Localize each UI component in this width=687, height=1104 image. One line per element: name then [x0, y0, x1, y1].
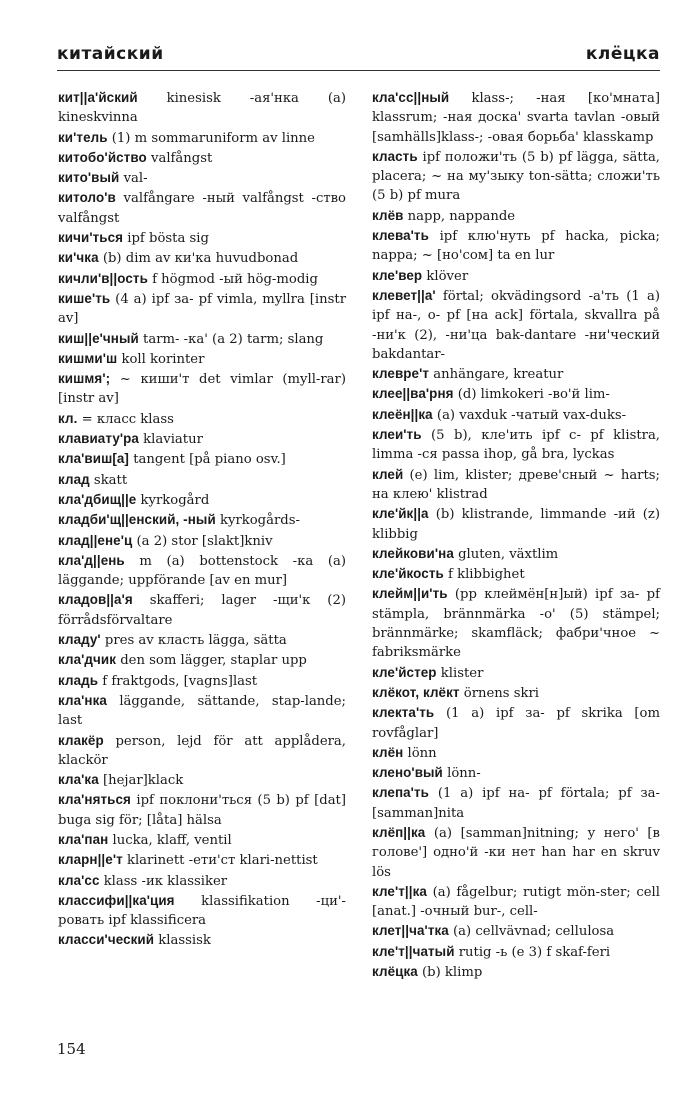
definition: klöver: [422, 268, 469, 284]
headword: клева'ть: [372, 228, 429, 244]
dictionary-entry: [58, 630, 346, 650]
definition: [hejar]klack: [98, 773, 184, 789]
headword: клевре'т: [372, 366, 430, 382]
headword: кла'сс||ный: [372, 90, 450, 105]
headword: клет||ча'тка: [372, 923, 449, 939]
definition: rutig -ь (e 3) f skaf-feri: [454, 944, 611, 960]
definition: klaviatur: [138, 432, 203, 448]
definition: klassifikation -ци'-ровать ipf klassificera: [58, 893, 346, 929]
headword: кле'йк||а: [372, 506, 429, 522]
definition: (b) dim av ки'ка huvudbonad: [98, 251, 299, 267]
definition: klassisk: [154, 933, 211, 949]
dictionary-entry: [372, 921, 660, 941]
definition: ~ киши'т det vimlar (myll-rar) [instr av]: [58, 372, 346, 407]
headword: кладов||а'я: [58, 592, 133, 608]
headword: ки'тель: [58, 129, 108, 145]
headword: клён: [372, 744, 404, 760]
dictionary-entry: [372, 206, 660, 226]
dictionary-entry: [58, 228, 346, 248]
dictionary-entry: [372, 564, 660, 584]
headword: китоло'в: [58, 190, 116, 206]
definition: (e) lim, klister; древе'сный ~ harts; на клею' klistrad: [372, 467, 660, 502]
dictionary-entry: [372, 147, 660, 206]
headword: кле'йстер: [372, 664, 437, 680]
definition: f fraktgods, [vagns]last: [98, 673, 258, 689]
headword: кле'вер: [372, 267, 423, 283]
headword: кито'вый: [58, 170, 120, 186]
headword: клакёр: [58, 732, 104, 748]
dictionary-entry: [372, 823, 660, 882]
dictionary-entry: [58, 731, 346, 771]
running-header: [57, 44, 660, 71]
headword: кише'ть: [58, 290, 111, 306]
definition: läggande, sättande, stap-lande; last: [58, 693, 346, 729]
definition: pres av класть lägga, sätta: [100, 633, 287, 649]
definition: person, lejd för att applådera, klackör: [58, 733, 346, 768]
headword: клёп||ка: [372, 824, 426, 840]
headword: клеи'ть: [372, 427, 422, 443]
definition: (4 a) ipf за- pf vimla, myllra [instr av]: [58, 291, 346, 327]
dictionary-entry: [58, 449, 346, 469]
dictionary-entry: [58, 671, 346, 691]
dictionary-entry: [58, 429, 346, 449]
definition: valfångst: [146, 150, 213, 166]
definition: örnens skri: [459, 685, 540, 701]
headword: классифи||ка'ция: [58, 892, 175, 908]
definition: lucka, klaff, ventil: [108, 832, 232, 848]
definition: (1 a) ipf на- pf förtala; pf за- [samman]nita: [372, 786, 660, 821]
headword: клее||ва'рня: [372, 386, 454, 402]
dictionary-entry: [58, 650, 346, 670]
headword: кит||а'йский: [58, 90, 138, 105]
dictionary-entry: [372, 942, 660, 962]
headword: кла'нка: [58, 692, 107, 708]
definition: lönn: [403, 745, 437, 761]
headword: кла'сс: [58, 872, 100, 888]
headword: клеён||ка: [372, 406, 433, 422]
definition: ipf bösta sig: [123, 231, 209, 247]
headword: кичли'в||ость: [58, 270, 148, 286]
dictionary-entry: [58, 128, 346, 148]
definition: kyrkogårds-: [215, 513, 300, 529]
definition: tangent [på piano osv.]: [129, 452, 286, 468]
headword: китобо'йство: [58, 149, 147, 165]
definition: skatt: [89, 472, 128, 488]
headword: кле'т||ка: [372, 883, 427, 899]
dictionary-entry: [58, 850, 346, 870]
dictionary-entry: [58, 930, 346, 950]
headword: кле'йкость: [372, 566, 444, 582]
definition: klister: [436, 665, 484, 681]
dictionary-entry: [58, 590, 346, 630]
definition: ipf поклони'ться (5 b) pf [dat] buga sig för; [låta] hälsa: [58, 793, 346, 828]
dictionary-entry: [58, 188, 346, 228]
definition: (5 b), кле'ить ipf с- pf klistra, limma -ся passa ihop, gå bra, lyckas: [372, 428, 660, 463]
definition: (a 2) stor [slakt]kniv: [132, 533, 273, 549]
dictionary-entry: [58, 510, 346, 530]
dictionary-entry: [58, 269, 346, 289]
dictionary-entry: [372, 266, 660, 286]
headword: клёкот, клёкт: [372, 684, 460, 700]
headword: кларн||е'т: [58, 852, 123, 868]
dictionary-entry: [372, 663, 660, 683]
headword: кла'дчик: [58, 652, 117, 668]
dictionary-entry: [372, 286, 660, 364]
dictionary-entry: [372, 683, 660, 703]
headword: кла'пан: [58, 831, 109, 847]
definition: skafferi; lager -щи'к (2) förrådsförvaltare: [58, 593, 346, 628]
headword: кла'дбищ||е: [58, 491, 137, 507]
headword: клей: [372, 466, 404, 482]
dictionary-entry: [372, 425, 660, 465]
dictionary-entry: [58, 830, 346, 850]
dictionary-entry: [58, 891, 346, 931]
headword: кла'няться: [58, 792, 131, 808]
headword: клёцка: [372, 964, 418, 980]
dictionary-entry: [58, 349, 346, 369]
dictionary-entry: [58, 490, 346, 510]
definition: klarinett -ети'ст klari-nettist: [122, 853, 318, 869]
headword: кишмя';: [58, 371, 111, 387]
headword: клад: [58, 471, 90, 487]
definition: = класс klass: [77, 411, 174, 427]
dictionary-entry: [372, 962, 660, 982]
dictionary-entry: [58, 289, 346, 329]
definition: klass -ик klassiker: [99, 873, 228, 889]
definition: (a) [samman]nitning; у него' [в голове'] одно'й -ки нет han har en skruv lös: [372, 825, 660, 880]
definition: förtal; okvädingsord -а'ть (1 a) ipf на-, о- pf [на ack] förtala, skvallra på -ни'к (2), -ни'ца bak-dantare -ни'ческий bakdantar-: [372, 288, 660, 362]
definition: f klibbighet: [443, 567, 525, 583]
dictionary-entry: [58, 248, 346, 268]
left-column: [58, 88, 346, 951]
headword: класси'ческий: [58, 932, 155, 948]
dictionary-entry: [58, 88, 346, 128]
headword: кичи'ться: [58, 230, 124, 246]
headword: кишми'ш: [58, 350, 118, 366]
definition: (a) cellvävnad; cellulosa: [448, 924, 615, 940]
dictionary-entry: [58, 369, 346, 409]
dictionary-entry: [58, 691, 346, 731]
definition: koll korinter: [117, 351, 205, 367]
definition: f högmod -ый hög-modig: [147, 271, 318, 287]
dictionary-entry: [372, 544, 660, 564]
definition: lönn-: [442, 766, 481, 782]
definition: anhängare, kreatur: [429, 367, 564, 383]
headword: клекта'ть: [372, 705, 435, 721]
definition: ipf клю'нуть pf hacka, picka; nappa; ~ [но'сом] ta en lur: [372, 229, 660, 264]
definition: (d) limkokeri -во'й lim-: [453, 387, 610, 403]
definition: tarm- -ка' (a 2) tarm; slang: [138, 331, 324, 347]
dictionary-entry: [372, 504, 660, 544]
headword: клейм||и'ть: [372, 586, 448, 602]
dictionary-entry: [372, 364, 660, 384]
headword: кл.: [58, 410, 78, 426]
dictionary-entry: [58, 531, 346, 551]
headword: кладу': [58, 632, 101, 648]
headword: кла'ка: [58, 772, 99, 788]
headword: клад||ене'ц: [58, 532, 133, 548]
dictionary-entry: [58, 470, 346, 490]
dictionary-entry: [58, 790, 346, 830]
headword: киш||е'чный: [58, 330, 139, 346]
dictionary-entry: [372, 405, 660, 425]
definition: kyrkogård: [136, 492, 210, 508]
headword: ки'чка: [58, 250, 99, 266]
headword: клёв: [372, 207, 404, 223]
dictionary-entry: [372, 226, 660, 266]
dictionary-entry: [58, 329, 346, 349]
dictionary-entry: [372, 88, 660, 147]
dictionary-entry: [372, 882, 660, 922]
headword: кладби'щ||енский, -ный: [58, 512, 216, 528]
definition: (1 a) ipf за- pf skrika [om rovfåglar]: [372, 706, 660, 741]
dictionary-entry: [372, 763, 660, 783]
dictionary-entry: [372, 384, 660, 404]
dictionary-entry: [372, 743, 660, 763]
definition: (b) klimp: [417, 965, 483, 981]
left-guide-word: китайский: [57, 44, 164, 64]
definition: val-: [119, 171, 148, 187]
definition: m (a) bottenstock -ка (a) läggande; uppförande [av en mur]: [58, 553, 346, 589]
headword: кла'д||ень: [58, 552, 125, 568]
headword: клавиату'ра: [58, 431, 139, 447]
definition: (1) m sommaruniform av linne: [107, 130, 315, 146]
dictionary-entry: [372, 465, 660, 505]
headword: клепа'ть: [372, 785, 429, 801]
headword: клевет||а': [372, 287, 436, 303]
dictionary-entry: [372, 584, 660, 662]
headword: клейкови'на: [372, 545, 454, 561]
right-guide-word: клёцка: [585, 44, 660, 64]
definition: kinesisk -ая'нка (a) kineskvinna: [58, 91, 346, 126]
dictionary-entry: [58, 770, 346, 790]
definition: den som lägger, staplar upp: [116, 653, 307, 669]
definition: (a) vaxduk -чатый vax-duks-: [432, 407, 627, 423]
page-number: 154: [57, 1040, 86, 1058]
headword: кла'виш[а]: [58, 451, 129, 467]
dictionary-entry: [58, 871, 346, 891]
definition: gluten, växtlim: [453, 546, 559, 562]
right-column: [372, 88, 660, 982]
headword: клено'вый: [372, 765, 443, 781]
dictionary-entry: [372, 703, 660, 743]
definition: (pp клеймён[н]ый) ipf за- pf stämpla, brännmärka -о' (5) stämpel; brännmärke; skamfläck; фабри'чное ~ fabriksmärke: [372, 587, 660, 661]
headword: класть: [372, 148, 418, 164]
dictionary-entry: [58, 409, 346, 429]
dictionary-entry: [58, 168, 346, 188]
dictionary-entry: [372, 783, 660, 823]
headword: кладь: [58, 672, 99, 688]
dictionary-entry: [58, 551, 346, 591]
definition: ipf положи'ть (5 b) pf lägga, sätta, placera; ~ на му'зыку ton-sätta; сложи'ть (5 b) pf mura: [372, 149, 660, 204]
definition: klass-; -ная [ко'мната] klassrum; -ная доска' svarta tavlan -овый [samhälls]klass-; -овая борьба' klasskamp: [372, 91, 660, 145]
definition: (a) fågelbur; rutigt mön-ster; cell [anat.] -очный bur-, cell-: [372, 884, 660, 920]
headword: кле'т||чатый: [372, 943, 455, 959]
definition: valfångare -ный valfångst -ство valfångst: [58, 191, 346, 226]
definition: napp, nappande: [403, 208, 516, 224]
definition: (b) klistrande, limmande -ий (z) klibbig: [372, 507, 660, 542]
dictionary-entry: [58, 148, 346, 168]
